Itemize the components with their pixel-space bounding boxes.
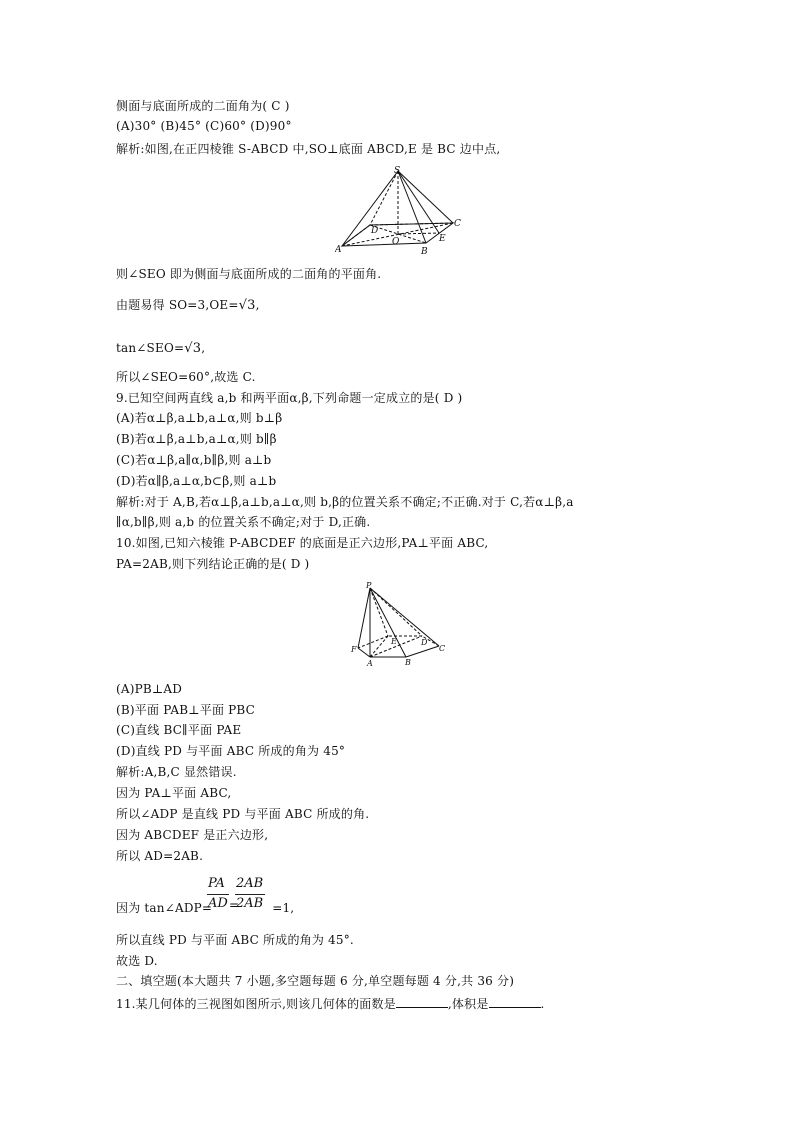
label-P: P bbox=[366, 582, 372, 590]
text: . bbox=[540, 997, 545, 1011]
text: 11.某几何体的三视图如图所示,则该几何体的面数是 bbox=[116, 997, 396, 1011]
pyramid-figure-1 bbox=[335, 163, 465, 255]
q10-stem-line2: PA=2AB,则下列结论正确的是( D ) bbox=[116, 557, 310, 571]
pyramid-figure-2 bbox=[348, 582, 448, 672]
frac2-numerator: 2AB bbox=[236, 876, 264, 891]
label-C: C bbox=[439, 644, 446, 653]
label-B: B bbox=[405, 658, 411, 667]
q9-option-c: (C)若α⊥β,a∥α,b∥β,则 a⊥b bbox=[116, 453, 272, 467]
q8-stem-line: 侧面与底面所成的二面角为( C ) bbox=[116, 99, 290, 113]
label-C: C bbox=[454, 219, 461, 229]
answer-blank-faces[interactable] bbox=[396, 995, 448, 1008]
text: =1, bbox=[272, 901, 295, 915]
label-A: A bbox=[335, 245, 342, 255]
label-D: D bbox=[421, 638, 428, 647]
q10-analysis-line1: 解析:A,B,C 显然错误. bbox=[116, 765, 237, 779]
label-E: E bbox=[439, 234, 446, 244]
q9-analysis-line1: 解析:对于 A,B,若α⊥β,a⊥b,a⊥α,则 b,β的位置关系不确定;不正确.对于 C,若α⊥β,a bbox=[116, 495, 574, 509]
q11-stem bbox=[116, 995, 545, 1012]
q9-option-b: (B)若α⊥β,a⊥b,a⊥α,则 b∥β bbox=[116, 432, 277, 446]
frac1-denominator: AD bbox=[208, 896, 228, 911]
text: tan∠SEO= bbox=[116, 341, 185, 355]
q10-option-d: (D)直线 PD 与平面 ABC 所成的角为 45° bbox=[116, 744, 346, 758]
sqrt-3: √3 bbox=[238, 298, 256, 313]
q10-option-b: (B)平面 PAB⊥平面 PBC bbox=[116, 703, 256, 717]
q8-conclusion: 所以∠SEO=60°,故选 C. bbox=[116, 370, 256, 384]
q8-analysis-line1: 解析:如图,在正四棱锥 S-ABCD 中,SO⊥底面 ABCD,E 是 BC 边中点, bbox=[116, 142, 501, 156]
answer-blank-volume[interactable] bbox=[489, 995, 541, 1008]
q10-conclusion: 所以直线 PD 与平面 ABC 所成的角为 45°. bbox=[116, 933, 354, 947]
q10-stem-line1: 10.如图,已知六棱锥 P-ABCDEF 的底面是正六边形,PA⊥平面 ABC, bbox=[116, 536, 489, 550]
frac-equals: = bbox=[229, 898, 240, 912]
sqrt-3: √3 bbox=[184, 341, 202, 356]
q8-options: (A)30° (B)45° (C)60° (D)90° bbox=[116, 119, 292, 133]
q10-analysis-line5: 所以 AD=2AB. bbox=[116, 849, 204, 863]
q10-analysis-line4: 因为 ABCDEF 是正六边形, bbox=[116, 828, 269, 842]
label-O: O bbox=[392, 237, 400, 247]
text: , bbox=[201, 341, 206, 355]
q9-stem: 9.已知空间两直线 a,b 和两平面α,β,下列命题一定成立的是( D ) bbox=[116, 391, 463, 405]
text: 由题易得 SO=3,OE= bbox=[116, 298, 239, 312]
label-B: B bbox=[421, 247, 428, 255]
q8-analysis-line2: 则∠SEO 即为侧面与底面所成的二面角的平面角. bbox=[116, 267, 382, 281]
text: , bbox=[255, 298, 260, 312]
q8-analysis-line3 bbox=[116, 297, 260, 314]
label-D: D bbox=[371, 226, 379, 236]
q8-analysis-line4 bbox=[116, 340, 205, 357]
q10-tan-line bbox=[116, 900, 294, 916]
label-E: E bbox=[391, 637, 397, 646]
section-heading: 二、填空题(本大题共 7 小题,多空题每题 6 分,单空题每题 4 分,共 36 分) bbox=[116, 974, 515, 988]
q10-choice: 故选 D. bbox=[116, 954, 158, 968]
q10-analysis-line3: 所以∠ADP 是直线 PD 与平面 ABC 所成的角. bbox=[116, 807, 370, 821]
text: ,体积是 bbox=[447, 997, 489, 1011]
q9-analysis-line2: ∥α,b∥β,则 a,b 的位置关系不确定;对于 D,正确. bbox=[116, 515, 371, 529]
q10-option-c: (C)直线 BC∥平面 PAE bbox=[116, 723, 242, 737]
q10-option-a: (A)PB⊥AD bbox=[116, 682, 183, 696]
frac2-denominator: 2AB bbox=[236, 896, 264, 911]
text: 因为 tan∠ADP= bbox=[116, 901, 213, 915]
q9-option-d: (D)若α∥β,a⊥α,b⊂β,则 a⊥b bbox=[116, 474, 277, 488]
q9-option-a: (A)若α⊥β,a⊥b,a⊥α,则 b⊥β bbox=[116, 411, 283, 425]
frac1-numerator: PA bbox=[208, 876, 225, 891]
label-S: S bbox=[394, 166, 401, 176]
frac1-bar bbox=[207, 894, 229, 895]
label-A: A bbox=[367, 659, 373, 668]
frac2-bar bbox=[235, 894, 265, 895]
label-F: F bbox=[351, 645, 357, 654]
q10-analysis-line2: 因为 PA⊥平面 ABC, bbox=[116, 786, 232, 800]
